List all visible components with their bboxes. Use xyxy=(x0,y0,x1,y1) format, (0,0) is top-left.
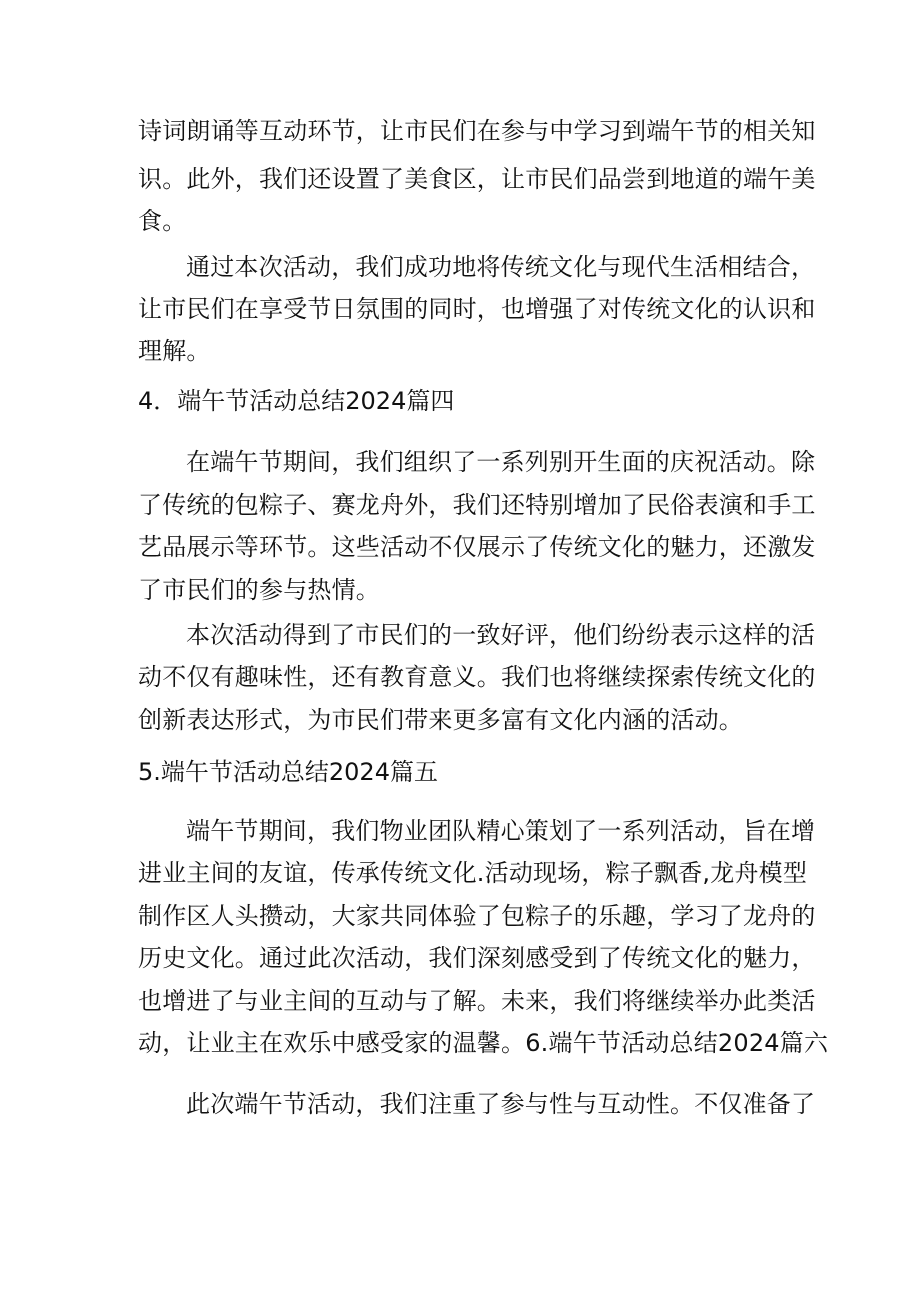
section-heading: 5.端午节活动总结2024篇五 xyxy=(138,758,438,786)
paragraph-line: 动不仅有趣味性，还有教育意义。我们也将继续探索传统文化的 xyxy=(138,663,816,691)
paragraph-line: 食。 xyxy=(138,207,187,235)
paragraph-line: 诗词朗诵等互动环节，让市民们在参与中学习到端午节的相关知 xyxy=(138,117,816,145)
paragraph-line: 在端午节期间，我们组织了一系列别开生面的庆祝活动。除 xyxy=(186,448,816,476)
paragraph-line: 了传统的包粽子、赛龙舟外，我们还特别增加了民俗表演和手工 xyxy=(138,491,816,519)
paragraph-line: 了市民们的参与热情。 xyxy=(138,576,380,604)
paragraph-line: 通过本次活动，我们成功地将传统文化与现代生活相结合， xyxy=(186,253,816,281)
paragraph-line: 此次端午节活动，我们注重了参与性与互动性。不仅准备了 xyxy=(186,1090,816,1118)
paragraph-line: 本次活动得到了市民们的一致好评，他们纷纷表示这样的活 xyxy=(186,621,816,649)
paragraph-line: 动，让业主在欢乐中感受家的温馨。6.端午节活动总结2024篇六 xyxy=(138,1029,829,1057)
paragraph-line: 端午节期间，我们物业团队精心策划了一系列活动，旨在增 xyxy=(186,817,816,845)
paragraph-line: 也增进了与业主间的互动与了解。未来，我们将继续举办此类活 xyxy=(138,987,816,1015)
paragraph-line: 艺品展示等环节。这些活动不仅展示了传统文化的魅力，还激发 xyxy=(138,533,816,561)
paragraph-line: 制作区人头攒动，大家共同体验了包粽子的乐趣，学习了龙舟的 xyxy=(138,902,816,930)
paragraph-line: 进业主间的友谊，传承传统文化.活动现场，粽子飘香,龙舟模型 xyxy=(138,859,808,887)
section-heading: 4．端午节活动总结2024篇四 xyxy=(138,387,455,415)
paragraph-line: 识。此外，我们还设置了美食区，让市民们品尝到地道的端午美 xyxy=(138,165,816,193)
paragraph-line: 历史文化。通过此次活动，我们深刻感受到了传统文化的魅力， xyxy=(138,944,816,972)
paragraph-line: 理解。 xyxy=(138,337,211,365)
paragraph-line: 创新表达形式，为市民们带来更多富有文化内涵的活动。 xyxy=(138,706,743,734)
paragraph-line: 让市民们在享受节日氛围的同时，也增强了对传统文化的认识和 xyxy=(138,295,816,323)
